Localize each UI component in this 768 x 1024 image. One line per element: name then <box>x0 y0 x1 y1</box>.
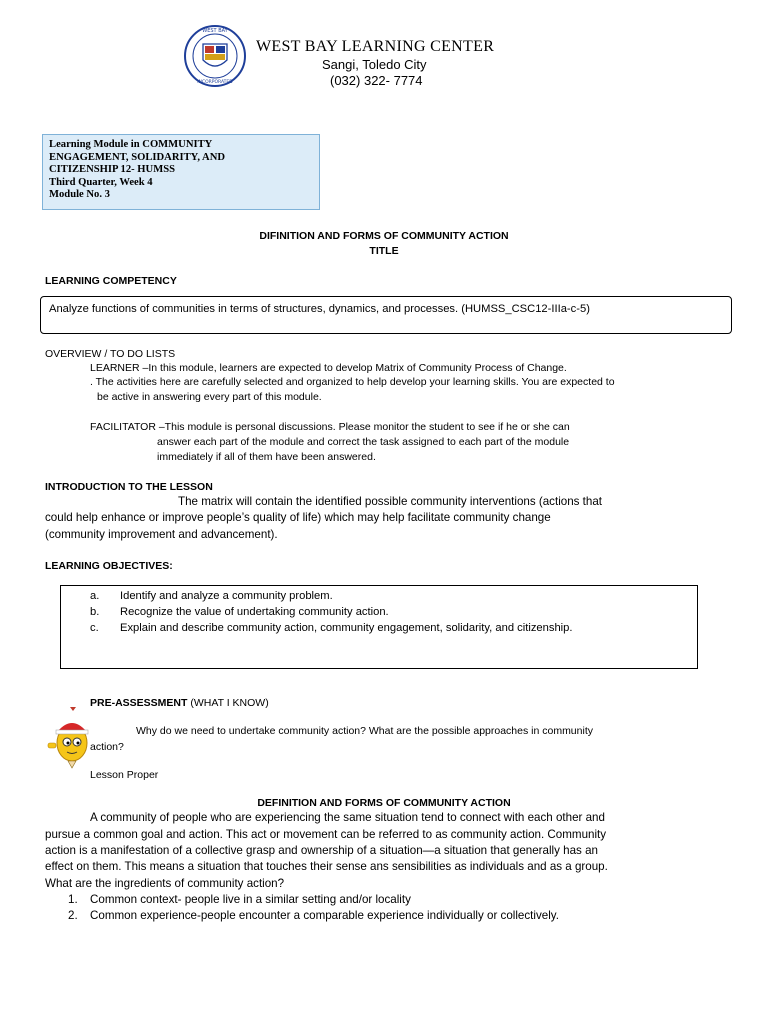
objective-item <box>61 604 697 620</box>
lesson-proper-label: Lesson Proper <box>90 769 159 781</box>
ingredient-marker: 1. <box>68 893 78 906</box>
module-line-1: Learning Module in COMMUNITY <box>49 139 213 150</box>
module-line-3: CITIZENSHIP 12- HUMSS <box>49 164 175 175</box>
module-line-2: ENGAGEMENT, SOLIDARITY, AND <box>49 151 226 163</box>
objective-text: Recognize the value of undertaking community action. <box>120 606 389 618</box>
overview-heading: OVERVIEW / TO DO LISTS <box>45 348 176 360</box>
facilitator-line-1: FACILITATOR –This module is personal discussions. Please monitor the student to see if he or she can <box>90 421 570 433</box>
school-name: WEST BAY LEARNING CENTER <box>256 38 495 55</box>
module-info-box <box>42 134 320 210</box>
competency-heading: LEARNING COMPETENCY <box>45 275 177 287</box>
introduction-line-3: (community improvement and advancement). <box>45 528 278 541</box>
module-line-5: Module No. 3 <box>49 189 110 200</box>
objective-item <box>61 620 697 636</box>
pre-assessment-question-line-1: Why do we need to undertake community action? What are the possible approaches in community <box>136 725 593 737</box>
learner-line-1: LEARNER –In this module, learners are expected to develop Matrix of Community Process of Change. <box>90 362 567 374</box>
lesson-heading: DEFINITION AND FORMS OF COMMUNITY ACTION <box>257 797 511 809</box>
learner-line-3: be active in answering every part of this module. <box>97 391 322 403</box>
lesson-paragraph-line-4: effect on them. This means a situation that touches their sense ans sensibilities as individuals and as a group. <box>45 860 608 873</box>
title-label: TITLE <box>369 245 399 257</box>
school-address: Sangi, Toledo City <box>322 57 427 72</box>
objective-marker: b. <box>90 606 100 618</box>
introduction-line-2: could help enhance or improve people’s quality of life) which may help facilitate community change <box>45 511 551 524</box>
ingredient-text: Common experience-people encounter a comparable experience individually or collectively. <box>90 909 559 922</box>
lesson-paragraph-line-1: A community of people who are experiencing the same situation tend to connect with each other and <box>90 811 605 824</box>
ingredient-marker: 2. <box>68 909 78 922</box>
facilitator-line-3: immediately if all of them have been answered. <box>157 451 376 463</box>
objective-text: Identify and analyze a community problem. <box>120 590 333 602</box>
objective-marker: a. <box>90 590 100 602</box>
objectives-box <box>60 585 698 669</box>
competency-box <box>40 296 732 334</box>
ingredient-item <box>68 892 411 908</box>
pre-assessment-question-line-2: action? <box>90 741 124 753</box>
objectives-heading: LEARNING OBJECTIVES: <box>45 560 173 572</box>
school-phone: (032) 322- 7774 <box>330 73 423 88</box>
objective-text: Explain and describe community action, community engagement, solidarity, and citizenship. <box>120 622 573 634</box>
svg-text:INCORPORATED: INCORPORATED <box>197 80 233 85</box>
lesson-paragraph-line-3: action is a manifestation of a collective grasp and ownership of a situation—a situation that generally has an <box>45 844 598 857</box>
school-logo <box>178 24 252 88</box>
module-line-4: Third Quarter, Week 4 <box>49 176 153 188</box>
svg-text:WEST BAY: WEST BAY <box>202 28 228 34</box>
ingredient-text: Common context- people live in a similar setting and/or locality <box>90 893 411 906</box>
learner-line-2: . The activities here are carefully selected and organized to help develop your learning skills. You are expected to <box>90 376 615 388</box>
objective-marker: c. <box>90 622 99 634</box>
lesson-paragraph-line-2: pursue a common goal and action. This act or movement can be referred to as community action. Community <box>45 828 607 841</box>
lesson-paragraph-line-5: What are the ingredients of community action? <box>45 877 285 890</box>
pre-assessment-heading <box>90 696 269 711</box>
pre-assessment-sublabel: (WHAT I KNOW) <box>187 697 269 709</box>
objective-item <box>61 588 697 604</box>
facilitator-line-2: answer each part of the module and correct the task assigned to each part of the module <box>157 436 570 448</box>
module-title: DIFINITION AND FORMS OF COMMUNITY ACTION <box>259 230 509 242</box>
introduction-line-1: The matrix will contain the identified possible community interventions (actions that <box>178 495 603 508</box>
introduction-heading: INTRODUCTION TO THE LESSON <box>45 481 213 493</box>
competency-text: Analyze functions of communities in terms of structures, dynamics, and processes. (HUMSS_CSC12-IIIa-c-5) <box>49 303 590 315</box>
ingredient-item <box>68 908 559 924</box>
pre-assessment-label: PRE-ASSESSMENT <box>90 697 188 709</box>
